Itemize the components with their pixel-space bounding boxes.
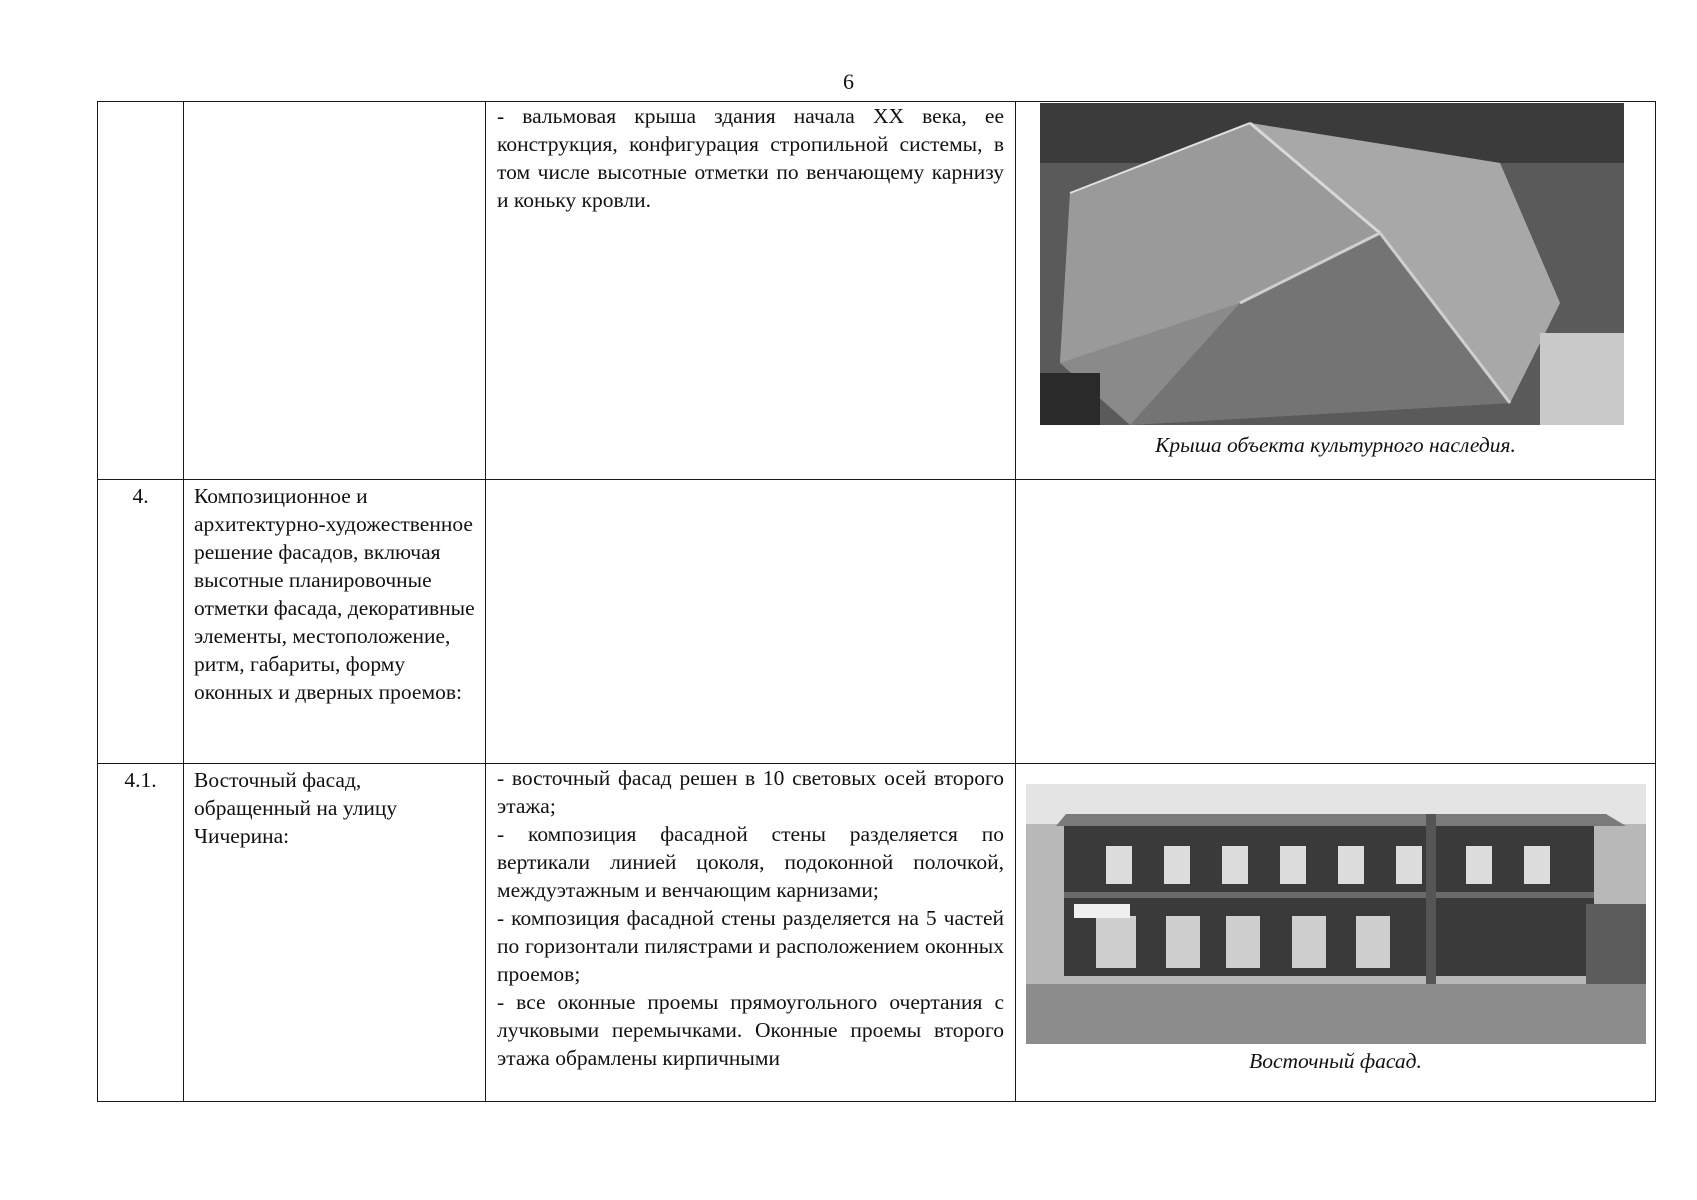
row-number: 4.1. [98, 764, 184, 1102]
row-name-text: Композиционное и архитектурно-художественное решение фасадов, включая высотные планировочные отметки фасада, декоративные элементы, местоположение, ритм, габариты, форму оконных и дверных проемов: [194, 484, 475, 704]
row-number [98, 102, 184, 480]
row-number: 4. [98, 480, 184, 764]
roof-photo-caption: Крыша объекта культурного наследия. [1155, 433, 1516, 457]
row-photo-cell [1016, 102, 1656, 480]
description-paragraph: - композиция фасадной стены разделяется по вертикали линией цоколя, подоконной полочкой, междуэтажным и венчающим карнизами; [497, 822, 1004, 902]
description-paragraph: - восточный фасад решен в 10 световых осей второго этажа; [497, 766, 1004, 818]
table-row [98, 764, 1656, 1102]
description-paragraph: - вальмовая крыша здания начала XX века, ее конструкция, конфигурация стропильной системы, в том числе высотные отметки по венчающему карнизу и коньку кровли. [497, 104, 1004, 212]
description-clip [497, 764, 1004, 1101]
row-photo-cell [1016, 764, 1656, 1102]
row-name [184, 480, 486, 764]
roof-photo [1040, 103, 1624, 425]
row-description [486, 480, 1016, 764]
row-name [184, 102, 486, 480]
table-row [98, 480, 1656, 764]
row-photo-cell [1016, 480, 1656, 764]
description-paragraph: - все оконные проемы прямоугольного очертания с лучковыми перемычками. Оконные проемы второго этажа обрамлены кирпичными [497, 990, 1004, 1070]
row-description [486, 102, 1016, 480]
page-number: 6 [843, 69, 854, 94]
row-description [486, 764, 1016, 1102]
heritage-table [97, 101, 1656, 1102]
facade-photo-caption: Восточный фасад. [1249, 1049, 1422, 1073]
description-paragraph: - композиция фасадной стены разделяется на 5 частей по горизонтали пилястрами и расположением оконных проемов; [497, 906, 1004, 986]
table-row [98, 102, 1656, 480]
facade-photo [1026, 784, 1646, 1044]
row-name: Восточный фасад, обращенный на улицу Чичерина: [184, 764, 486, 1102]
